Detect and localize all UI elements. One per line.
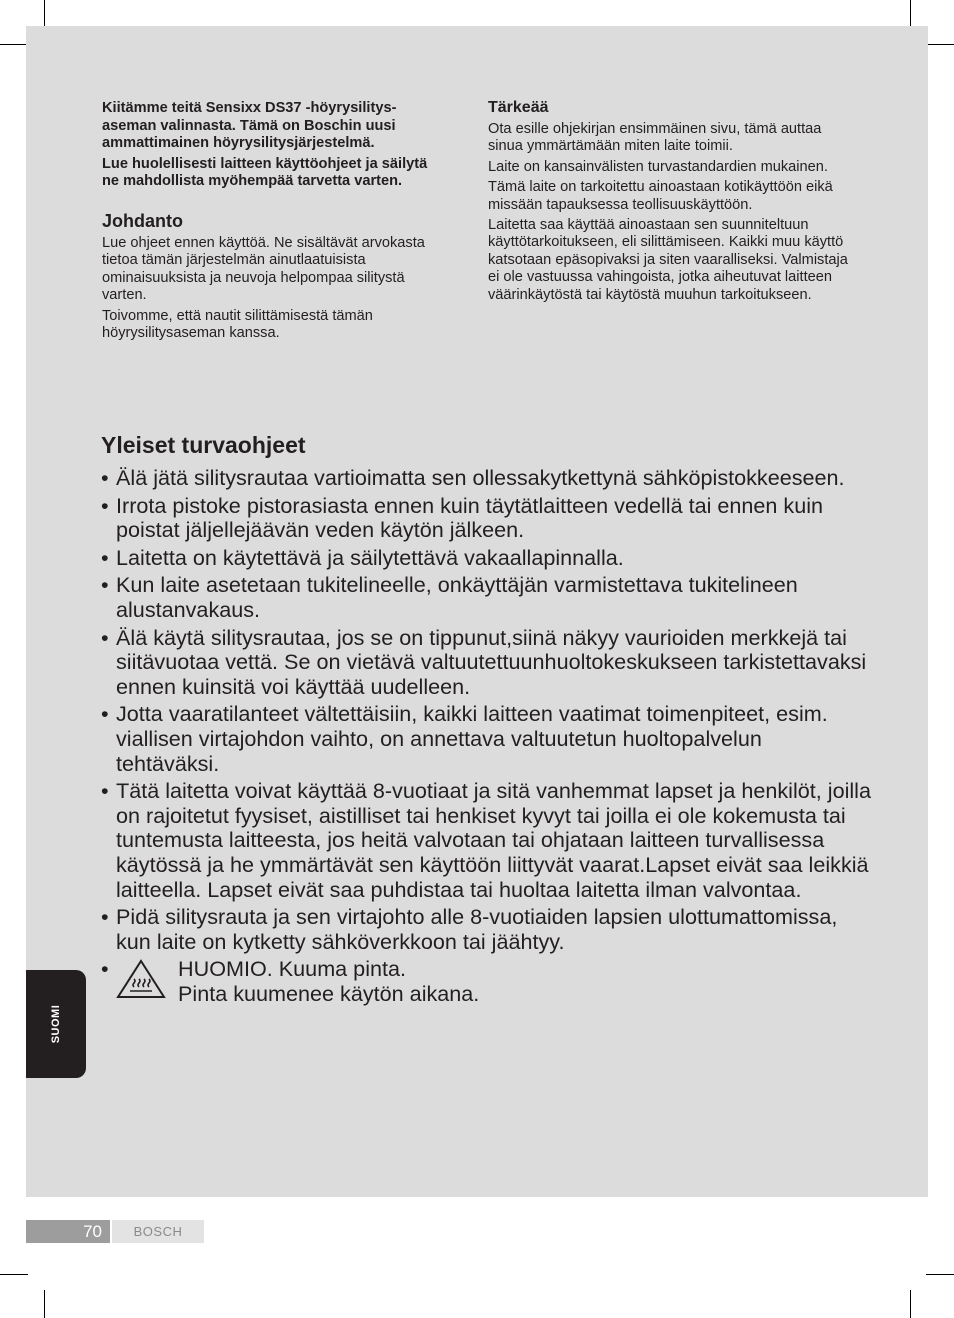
- language-label: SUOMI: [50, 1004, 62, 1044]
- safety-section: [101, 430, 871, 1009]
- crop-mark: [910, 1290, 911, 1318]
- intro-read-instructions: Lue huolellisesti laitteen käyttöohjeet ja säilytä ne mahdollista myöhempää tarvetta varten.: [102, 155, 428, 190]
- list-item: [101, 466, 871, 491]
- warning-line-1: HUOMIO. Kuuma pinta.: [178, 956, 407, 982]
- crop-mark: [44, 0, 45, 28]
- page-number: 70: [26, 1220, 110, 1243]
- important-paragraph: Tämä laite on tarkoitettu ainoastaan kotikäyttöön eikä missään tapauksessa teollisuuskäyttöön.: [488, 179, 833, 213]
- intro-paragraph: Lue ohjeet ennen käyttöä. Ne sisältävät arvokasta tietoa tämän järjestelmän ainutlaatuisista ominaisuuksista ja neuvoja helpompaa silitystä varten.: [102, 234, 425, 304]
- list-item-text: Jotta vaaratilanteet vältettäisiin, kaikki laitteen vaatimat toimenpiteet, esim. viallisen virtajohdon vaihto, on annettava valtuutetun huoltopalvelun tehtäväksi.: [116, 701, 828, 776]
- list-item: [101, 546, 871, 571]
- bullet: •: [101, 465, 109, 490]
- list-item-text: Laitetta on käytettävä ja säilytettävä vakaallapinnalla.: [116, 544, 624, 570]
- crop-mark: [0, 1274, 28, 1275]
- important-paragraph: Laite on kansainvälisten turvastandardien mukainen.: [488, 158, 828, 175]
- important-heading: Tärkeää: [488, 99, 549, 116]
- intro-thanks: Kiitämme teitä Sensixx DS37 -höyrysilitys-aseman valinnasta. Tämä on Boschin uusi ammattimainen höyrysilitysjärjestelmä.: [102, 100, 397, 152]
- hot-surface-warning-icon: [116, 959, 166, 999]
- warning-row: [116, 957, 871, 1006]
- list-item: [101, 626, 871, 700]
- crop-mark: [926, 44, 954, 45]
- list-item-warning: [101, 957, 871, 1006]
- bullet: •: [101, 778, 109, 804]
- list-item: [101, 779, 871, 902]
- bullet: •: [101, 956, 109, 982]
- list-item: [101, 573, 871, 622]
- list-item: [101, 702, 871, 776]
- important-column: [488, 98, 853, 307]
- list-item-text: Tätä laitetta voivat käyttää 8-vuotiaat ja sitä vanhemmat lapset ja henkilöt, joilla on rajoitetut fyysiset, aistilliset tai henkiset kyvyt tai joilla ei ole kokemusta tai tuntemusta laitteesta, jos heitä valvotaan tai ohjataan laitteen turvallisessa käytössä ja he ymmärtävät sen käyttöön liittyvät vaarat.Lapset eivät saa leikkiä laitteella. Lapset eivät saa puhdistaa tai huoltaa laitetta ilman valvontaa.: [116, 778, 871, 902]
- list-item-text: Irrota pistoke pistorasiasta ennen kuin täytätlaitteen vedellä tai ennen kuin poistat jäljellejäävän veden käytön jälkeen.: [116, 492, 824, 543]
- crop-mark: [926, 1274, 954, 1275]
- important-paragraph: Laitetta saa käyttää ainoastaan sen suunniteltuun käyttötarkoitukseen, eli silittämiseen. Kaikki muu käyttö katsotaan epäsopivaksi ja siten vaaralliseksi. Valmistaja ei ole vastuussa vahingoista, jotka aiheutuvat laitteen väärinkäytöstä tai käytöstä muuhun tarkoitukseen.: [488, 217, 848, 303]
- johdanto-heading: Johdanto: [102, 210, 183, 231]
- safety-heading: Yleiset turvaohjeet: [101, 432, 306, 458]
- crop-mark: [910, 0, 911, 28]
- bullet: •: [101, 904, 109, 930]
- list-item: [101, 905, 871, 954]
- intro-paragraph: Toivomme, että nautit silittämisestä tämän höyrysilitysaseman kanssa.: [102, 307, 373, 341]
- list-item-text: Älä jätä silitysrautaa vartioimatta sen ollessakytkettynä sähköpistokkeeseen.: [116, 465, 845, 490]
- intro-column: [102, 100, 447, 345]
- crop-mark: [44, 1290, 45, 1318]
- warning-line-2: Pinta kuumenee käytön aikana.: [178, 980, 480, 1006]
- bullet: •: [101, 544, 109, 570]
- bullet: •: [101, 492, 109, 518]
- list-item-text: Älä käytä silitysrautaa, jos se on tippunut,siinä näkyy vaurioiden merkkejä tai siitävuotaa vettä. Se on vietävä valtuutettuunhuoltokeskukseen tarkistettavaksi ennen kuinsitä voi käyttää uudelleen.: [116, 624, 867, 699]
- language-tab: [26, 970, 86, 1078]
- list-item-text: Pidä silitysrauta ja sen virtajohto alle 8-vuotiaiden lapsien ulottumattomissa, kun laite on kytketty sähköverkkoon tai jäähtyy.: [116, 904, 838, 954]
- brand-label: BOSCH: [112, 1220, 204, 1243]
- bullet: •: [101, 572, 109, 598]
- crop-mark: [0, 44, 28, 45]
- bullet: •: [101, 624, 109, 650]
- bullet: •: [101, 701, 109, 727]
- list-item-text: Kun laite asetetaan tukitelineelle, onkäyttäjän varmistettava tukitelineen alustanvakaus.: [116, 572, 798, 622]
- important-paragraph: Ota esille ohjekirjan ensimmäinen sivu, tämä auttaa sinua ymmärtämään miten laite toimii.: [488, 121, 822, 155]
- warning-text: [178, 957, 479, 1006]
- list-item: [101, 494, 871, 543]
- safety-list: [101, 466, 871, 1006]
